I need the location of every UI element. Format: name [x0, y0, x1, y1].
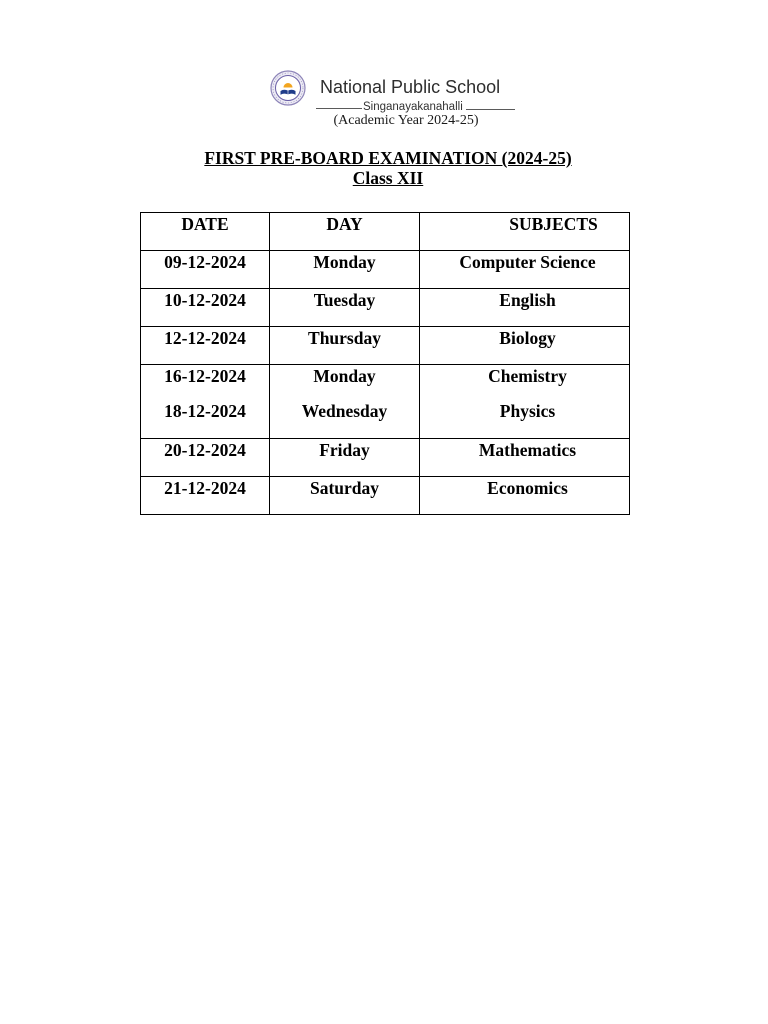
day-cell: Saturday — [270, 477, 420, 515]
date-entry: 16-12-2024 — [164, 366, 246, 386]
subject-cell — [420, 365, 630, 439]
subject-cell: English — [420, 289, 630, 327]
header-day: DAY — [270, 213, 420, 251]
school-logo — [270, 70, 306, 106]
school-location: Singanayakanahalli — [363, 101, 463, 113]
school-name: National Public School — [320, 77, 501, 97]
location-right-rule — [466, 109, 515, 110]
date-cell: 12-12-2024 — [141, 327, 270, 365]
subject-entry: Chemistry — [488, 366, 567, 386]
day-cell: Friday — [270, 439, 420, 477]
day-entry: Wednesday — [301, 401, 388, 421]
subject-cell: Biology — [420, 327, 630, 365]
day-cell: Monday — [270, 251, 420, 289]
subject-cell: Computer Science — [420, 251, 630, 289]
date-cell: 10-12-2024 — [141, 289, 270, 327]
day-cell — [270, 365, 420, 439]
day-cell: Thursday — [270, 327, 420, 365]
date-entry: 18-12-2024 — [164, 401, 246, 421]
date-cell — [141, 365, 270, 439]
subject-entry: Physics — [499, 401, 556, 421]
date-cell: 20-12-2024 — [141, 439, 270, 477]
subject-cell: Mathematics — [420, 439, 630, 477]
date-cell: 09-12-2024 — [141, 251, 270, 289]
exam-schedule-table — [140, 212, 630, 515]
subject-cell: Economics — [420, 477, 630, 515]
day-cell: Tuesday — [270, 289, 420, 327]
school-seal-icon — [270, 70, 306, 106]
date-cell: 21-12-2024 — [141, 477, 270, 515]
class-label: Class XII — [352, 168, 424, 188]
header-subjects: SUBJECTS — [420, 213, 630, 251]
day-entry: Monday — [313, 366, 376, 386]
academic-year: (Academic Year 2024-25) — [333, 113, 479, 128]
header-date: DATE — [141, 213, 270, 251]
location-left-rule — [316, 108, 362, 109]
exam-title: FIRST PRE-BOARD EXAMINATION (2024-25) — [204, 148, 572, 168]
